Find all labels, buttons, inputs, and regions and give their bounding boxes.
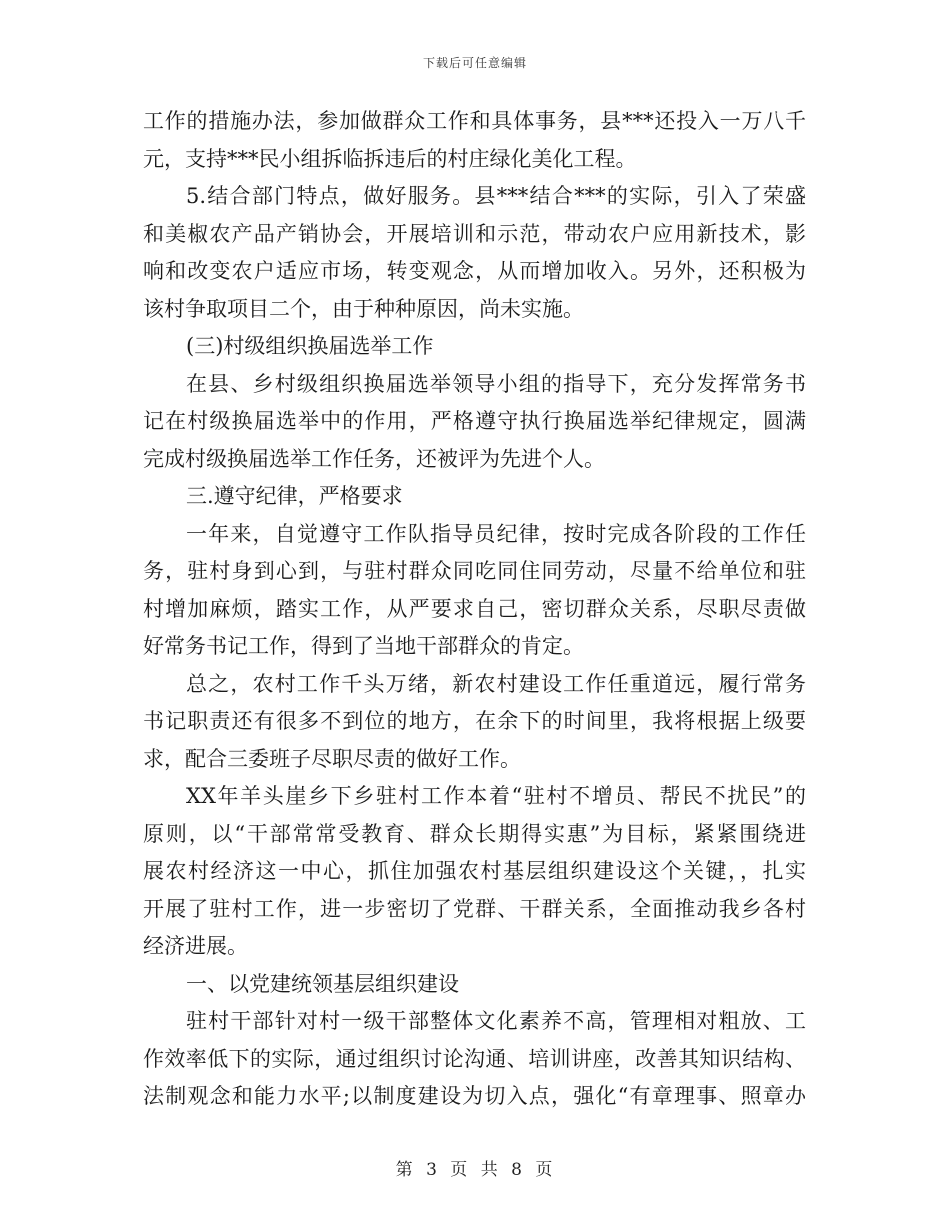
text-line: 一年来，自觉遵守工作队指导员纪律，按时完成各阶段的工作任 bbox=[186, 521, 806, 546]
document-body bbox=[143, 103, 806, 1116]
text-line: 经济进展。 bbox=[143, 934, 248, 958]
text-line: 原则，以“干部常常受教育、群众长期得实惠”为目标，紧紧围绕进 bbox=[143, 821, 806, 846]
text-line: XX年羊头崖乡下乡驻村工作本着“驻村不增员、帮民不扰民”的 bbox=[186, 784, 806, 808]
text-line: 作效率低下的实际，通过组织讨论沟通、培训讲座，改善其知识结构、 bbox=[143, 1046, 806, 1071]
text-line: 求，配合三委班子尽职尽责的做好工作。 bbox=[143, 746, 521, 771]
text-line: 总之，农村工作千头万绪，新农村建设工作任重道远，履行常务 bbox=[186, 671, 806, 696]
text-line: 展农村经济这一中心，抓住加强农村基层组织建设这个关键，，扎实 bbox=[143, 859, 806, 883]
text-line: 村增加麻烦，踏实工作，从严要求自己，密切群众关系，尽职尽责做 bbox=[143, 596, 806, 621]
page-header-note: 下载后可任意编辑 bbox=[422, 56, 527, 70]
text-line: 务，驻村身到心到，与驻村群众同吃同住同劳动，尽量不给单位和驻 bbox=[143, 559, 806, 583]
text-line: 完成村级换届选举工作任务，还被评为先进个人。 bbox=[143, 446, 605, 471]
text-line: 三.遵守纪律，严格要求 bbox=[186, 484, 403, 508]
text-line: 书记职责还有很多不到位的地方，在余下的时间里，我将根据上级要 bbox=[143, 709, 806, 733]
text-line: 好常务书记工作，得到了当地干部群众的肯定。 bbox=[143, 634, 584, 658]
text-line: 和美椒农产品产销协会，开展培训和示范，带动农户应用新技术，影 bbox=[143, 221, 806, 246]
text-line: 记在村级换届选举中的作用，严格遵守执行换届选举纪律规定，圆满 bbox=[143, 409, 806, 433]
text-line: (三)村级组织换届选举工作 bbox=[186, 334, 434, 358]
text-line: 驻村干部针对村一级干部整体文化素养不高，管理相对粗放、工 bbox=[186, 1009, 806, 1033]
text-line: 5.结合部门特点，做好服务。县***结合***的实际，引入了荣盛 bbox=[186, 184, 806, 208]
text-line: 该村争取项目二个，由于种种原因，尚未实施。 bbox=[143, 296, 584, 321]
text-line: 响和改变农户适应市场，转变观念，从而增加收入。另外，还积极为 bbox=[143, 259, 806, 283]
text-line: 法制观念和能力水平;以制度建设为切入点，强化“有章理事、照章办 bbox=[143, 1084, 806, 1108]
text-line: 在县、乡村级组织换届选举领导小组的指导下，充分发挥常务书 bbox=[186, 371, 806, 396]
text-line: 元，支持***民小组拆临拆违后的村庄绿化美化工程。 bbox=[143, 146, 637, 171]
text-line: 工作的措施办法，参加做群众工作和具体事务，县***还投入一万八千 bbox=[143, 109, 806, 133]
text-line: 一、以党建统领基层组织建设 bbox=[186, 971, 459, 996]
page-number-footer: 第 3 页 共 8 页 bbox=[395, 1160, 555, 1180]
text-line: 开展了驻村工作，进一步密切了党群、干群关系，全面推动我乡各村 bbox=[143, 896, 806, 921]
